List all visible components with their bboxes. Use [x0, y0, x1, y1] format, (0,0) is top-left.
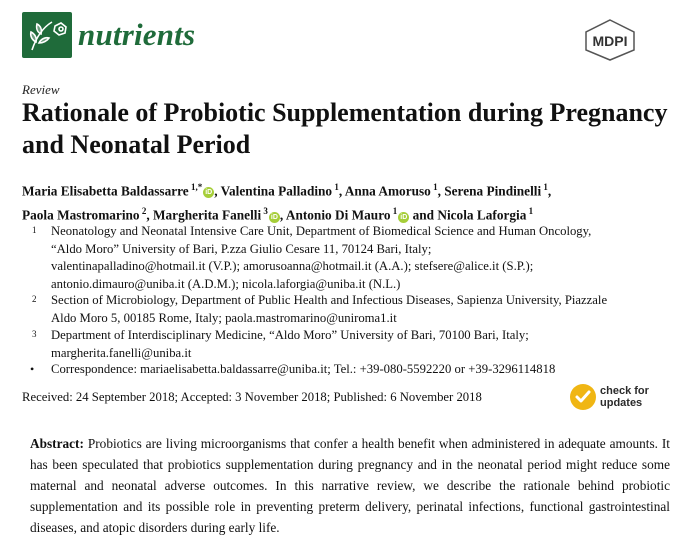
affiliation-line: Neonatology and Neonatal Intensive Care Unit, Department of Biomedical Science and Human Oncology, [51, 224, 592, 238]
author-affiliation-sup: 1 [430, 182, 438, 192]
affiliation-1 [51, 223, 681, 293]
author-name: Maria Elisabetta Baldassarre [22, 183, 189, 199]
author-list [22, 177, 682, 226]
author-affiliation-sup: 3 [261, 206, 268, 217]
correspondence: Correspondence: mariaelisabetta.baldassarre@uniba.it; Tel.: +39-080-5592220 or +39-3296114818 [51, 362, 556, 376]
abstract-label: Abstract: [30, 436, 84, 451]
author-affiliation-sup: 1 [390, 206, 398, 217]
journal-name: nutrients [78, 17, 196, 52]
orcid-icon[interactable]: iD [270, 213, 278, 221]
affiliation-line: Section of Microbiology, Department of Public Health and Infectious Diseases, Sapienza University, Piazzale [51, 293, 608, 307]
affiliation-3 [51, 327, 681, 362]
author-separator: , [547, 183, 552, 199]
author-line-1 [22, 177, 682, 201]
mdpi-logo-icon [582, 18, 638, 62]
author-name: Valentina Palladino [220, 183, 333, 199]
article-title: Rationale of Probiotic Supplementation during Pregnancy and Neonatal Period [22, 98, 668, 159]
author-name: Margherita Fanelli [152, 207, 262, 223]
orcid-icon[interactable]: iD [205, 189, 213, 197]
author-name: Paola Mastromarino [22, 207, 140, 223]
author-separator: , [146, 207, 153, 223]
abstract-text: Probiotics are living microorganisms that confer a health benefit when administered in adequate amounts. It has been speculated that probiotics supplementation during pregnancy and in the neonatal period might reduce some maternal and neonatal adverse outcomes. In this narrative review, we describe the rationale behind probiotic supplementation and its possible role in preventing preterm delivery, perinatal infections, functional gastrointestinal diseases, and atopic disorders during early life. [30, 436, 670, 535]
author-affiliation-sup: 1 [541, 182, 548, 192]
check-for-updates-icon [570, 384, 596, 410]
author-separator: , [214, 183, 221, 199]
correspondence-bullet-icon: • [30, 362, 35, 376]
affiliation-line: margherita.fanelli@uniba.it [51, 345, 192, 360]
author-name: Nicola Laforgia [437, 207, 527, 223]
author-name: Serena Pindinelli [444, 183, 542, 199]
abstract [30, 433, 670, 538]
author-separator: , [338, 183, 345, 199]
affiliation-2 [51, 292, 681, 327]
affiliation-line: Department of Interdisciplinary Medicine, “Aldo Moro” University of Bari, 70100 Bari, Italy; [51, 328, 529, 342]
affiliation-line: valentinapalladino@hotmail.it (V.P.); amorusoanna@hotmail.it (A.A.); stefsere@alice.it (S.P.); [51, 259, 534, 273]
affiliation-line: “Aldo Moro” University of Bari, P.zza Giulio Cesare 11, 70124 Bari, Italy; [51, 241, 432, 256]
author-separator: , [279, 207, 286, 223]
updates-label: updates [600, 397, 643, 409]
affiliation-line: Aldo Moro 5, 00185 Rome, Italy; paola.mastromarino@uniroma1.it [51, 310, 397, 325]
author-name: Anna Amoruso [344, 183, 431, 199]
publisher-name: MDPI [592, 33, 628, 49]
affiliation-number: 1 [32, 225, 37, 235]
article-type: Review [22, 82, 60, 97]
author-affiliation-sup: 1,* [188, 182, 203, 192]
affiliation-number: 2 [32, 294, 37, 304]
check-for-updates-button[interactable] [570, 384, 650, 414]
author-affiliation-sup: 1 [332, 182, 339, 192]
affiliation-line: antonio.dimauro@uniba.it (A.D.M.); nicola.laforgia@uniba.it (N.L.) [51, 276, 401, 291]
author-name: Antonio Di Mauro [285, 207, 391, 223]
author-separator: , [437, 183, 445, 199]
publication-dates: Received: 24 September 2018; Accepted: 3 November 2018; Published: 6 November 2018 [22, 390, 482, 404]
check-for-label: check for [600, 385, 649, 397]
orcid-icon[interactable]: iD [400, 213, 408, 221]
affiliation-number: 3 [32, 329, 37, 339]
author-separator: and [409, 207, 438, 223]
author-affiliation-sup: 1 [526, 206, 534, 217]
journal-logo-icon [22, 12, 72, 58]
author-affiliation-sup: 2 [139, 206, 147, 217]
